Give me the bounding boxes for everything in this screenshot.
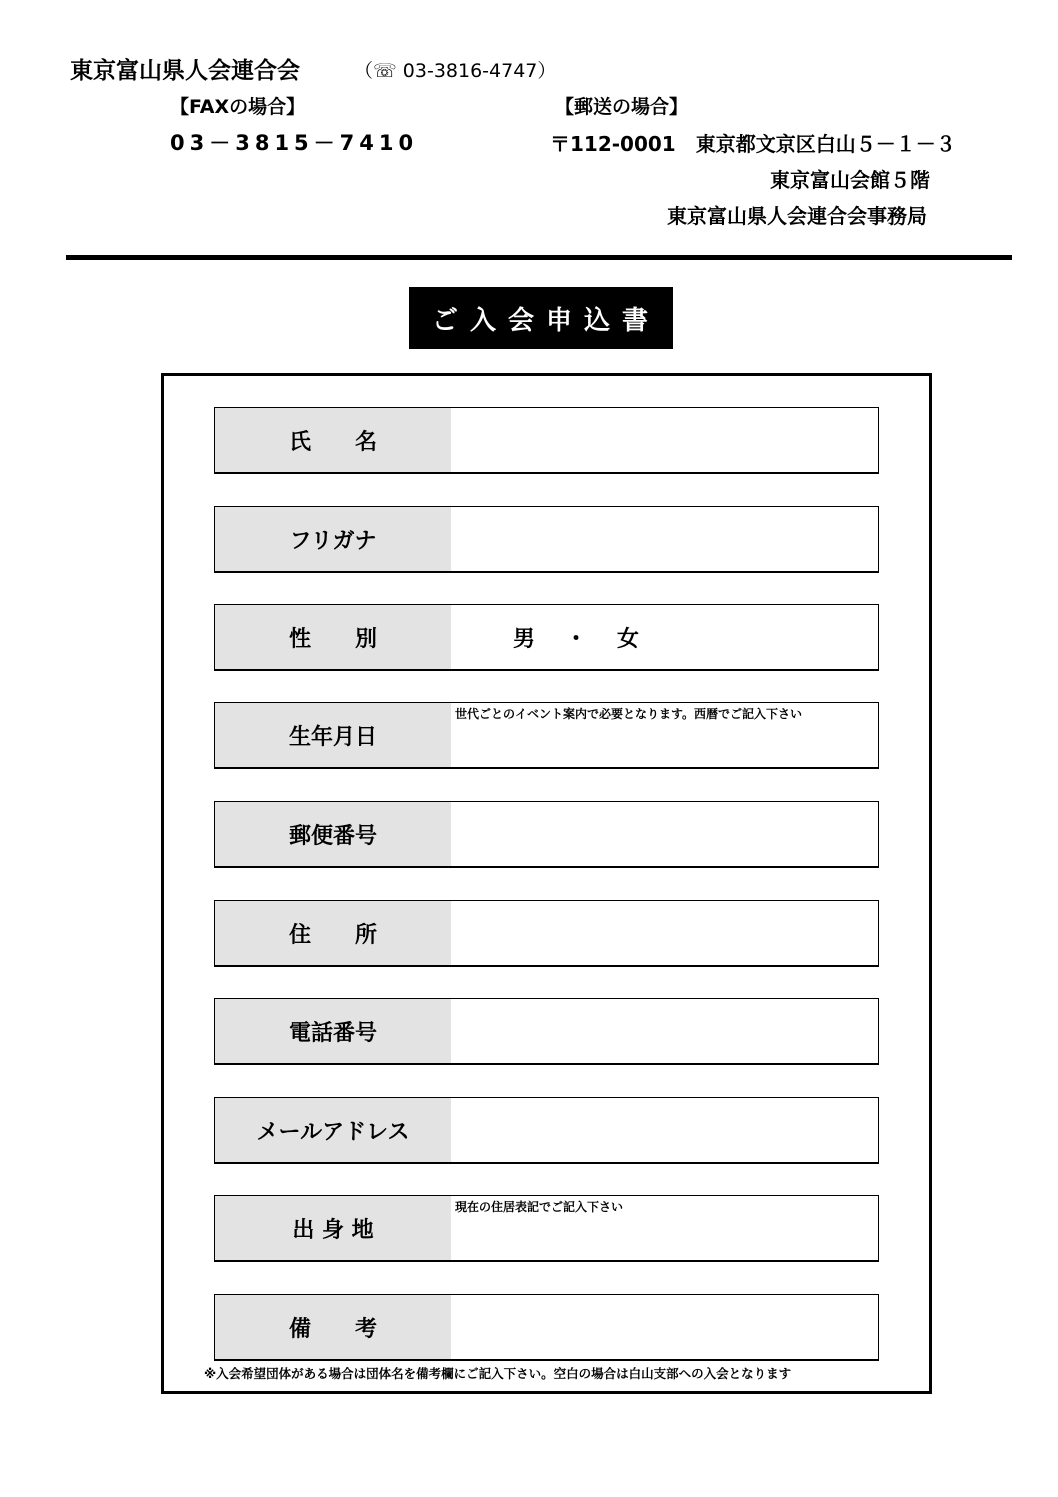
form-row-hometown (214, 1195, 879, 1262)
email-field[interactable] (451, 1098, 878, 1162)
furigana-label: フリガナ (215, 507, 451, 571)
address-field[interactable] (451, 901, 878, 965)
phone-field[interactable] (451, 999, 878, 1063)
form-row-furigana (214, 506, 879, 573)
remarks-field[interactable] (451, 1295, 878, 1359)
gender-label: 性 別 (215, 605, 451, 669)
organization-phone: （☏ 03-3816-4747） (354, 60, 557, 82)
header-divider (66, 255, 1012, 260)
phone-label: 電話番号 (215, 999, 451, 1063)
remarks-label: 備 考 (215, 1295, 451, 1359)
form-row-remarks (214, 1294, 879, 1361)
fax-heading: 【FAXの場合】 (170, 96, 306, 118)
form-row-gender (214, 604, 879, 671)
birthdate-hint: 世代ごとのイベント案内で必要となります。西暦でご記入下さい (455, 707, 803, 721)
mail-address: 〒112-0001 東京都文京区白山５－１－３ (550, 132, 956, 156)
gender-options[interactable]: 男・女 (513, 626, 670, 652)
address-label: 住 所 (215, 901, 451, 965)
postal-code-label: 郵便番号 (215, 802, 451, 866)
form-row-phone (214, 998, 879, 1065)
form-row-address (214, 900, 879, 967)
organization-name: 東京富山県人会連合会 (70, 58, 300, 84)
birthdate-field[interactable] (451, 703, 878, 767)
gender-field[interactable] (451, 605, 878, 669)
form-row-birthdate (214, 702, 879, 769)
furigana-field[interactable] (451, 507, 878, 571)
hometown-label: 出 身 地 (215, 1196, 451, 1260)
fax-number: 03－3815－7410 (170, 131, 419, 155)
mail-building: 東京富山会館５階 (770, 168, 930, 192)
form-row-postal-code (214, 801, 879, 868)
name-label: 氏 名 (215, 408, 451, 472)
form-row-name (214, 407, 879, 474)
mail-heading: 【郵送の場合】 (555, 96, 689, 118)
form-footnote: ※入会希望団体がある場合は団体名を備考欄にご記入下さい。空白の場合は白山支部への入会となります (204, 1366, 792, 1381)
birthdate-label: 生年月日 (215, 703, 451, 767)
postal-code-field[interactable] (451, 802, 878, 866)
name-field[interactable] (451, 408, 878, 472)
form-title: ご入会申込書 (409, 287, 673, 349)
mail-office: 東京富山県人会連合会事務局 (667, 204, 927, 228)
hometown-field[interactable] (451, 1196, 878, 1260)
hometown-hint: 現在の住居表記でご記入下さい (455, 1200, 624, 1214)
form-row-email (214, 1097, 879, 1164)
email-label: メールアドレス (215, 1098, 451, 1162)
